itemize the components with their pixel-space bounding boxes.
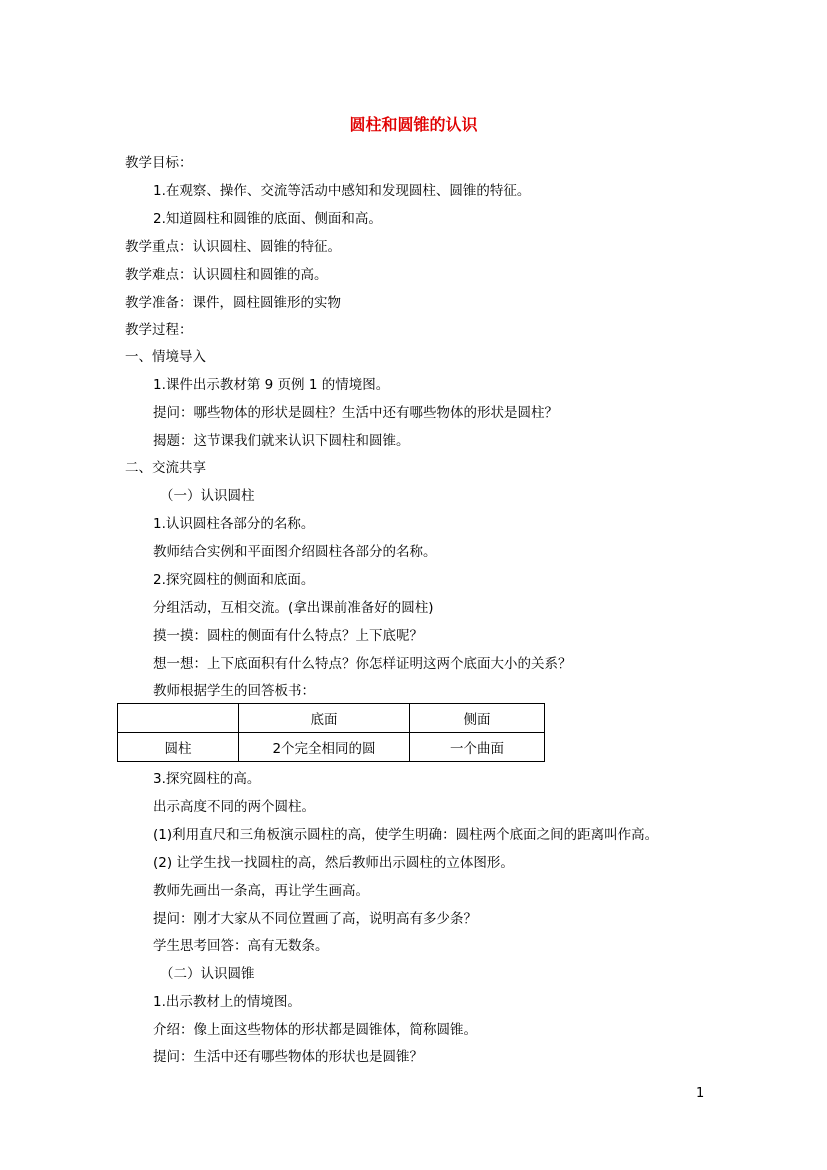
text-line: 1.课件出示教材第 9 页例 1 的情境图。 [153,377,390,393]
subsection-heading: （一）认识圆柱 [160,488,255,504]
board-table [117,703,545,762]
table-row [118,733,545,762]
text-line: 提问：生活中还有哪些物体的形状也是圆锥？ [153,1049,423,1065]
table-cell: 侧面 [410,704,545,733]
text-line: 教学重点：认识圆柱、圆锥的特征。 [125,239,341,255]
table-cell: 2个完全相同的圆 [239,733,410,762]
text-line: 1.认识圆柱各部分的名称。 [153,516,315,532]
table-cell: 圆柱 [118,733,239,762]
table-cell: 底面 [239,704,410,733]
table-row [118,704,545,733]
text-line: 出示高度不同的两个圆柱。 [153,799,315,815]
text-line: 教学过程： [125,322,193,338]
subsection-heading: （二）认识圆锥 [160,966,255,982]
text-line: 教学目标： [125,155,193,171]
text-line: (1)利用直尺和三角板演示圆柱的高，使学生明确：圆柱两个底面之间的距离叫作高。 [153,827,659,843]
text-line: 教学准备：课件，圆柱圆锥形的实物 [125,295,341,311]
text-line: 摸一摸：圆柱的侧面有什么特点？上下底呢？ [153,628,423,644]
section-heading: 一、情境导入 [125,349,206,365]
text-line: 介绍：像上面这些物体的形状都是圆锥体，简称圆锥。 [153,1022,477,1038]
text-line: 教学难点：认识圆柱和圆锥的高。 [125,267,328,283]
text-line: 提问：刚才大家从不同位置画了高，说明高有多少条？ [153,911,477,927]
text-line: 3.探究圆柱的高。 [153,771,261,787]
text-line: 提问：哪些物体的形状是圆柱？生活中还有哪些物体的形状是圆柱？ [153,405,558,421]
text-line: 教师先画出一条高，再让学生画高。 [153,883,369,899]
text-line: 分组活动，互相交流。(拿出课前准备好的圆柱) [153,600,434,616]
document-title: 圆柱和圆锥的认识 [349,115,478,134]
text-line: (2) 让学生找一找圆柱的高，然后教师出示圆柱的立体图形。 [153,855,514,871]
table-cell [118,704,239,733]
text-line: 1.在观察、操作、交流等活动中感知和发现圆柱、圆锥的特征。 [153,183,531,199]
text-line: 2.探究圆柱的侧面和底面。 [153,572,315,588]
page-number: 1 [696,1086,705,1101]
section-heading: 二、交流共享 [125,460,206,476]
text-line: 想一想：上下底面积有什么特点？你怎样证明这两个底面大小的关系？ [153,656,572,672]
text-line: 学生思考回答：高有无数条。 [153,938,329,954]
text-line: 教师根据学生的回答板书： [153,683,315,699]
text-line: 2.知道圆柱和圆锥的底面、侧面和高。 [153,211,382,227]
text-line: 1.出示教材上的情境图。 [153,994,301,1010]
text-line: 教师结合实例和平面图介绍圆柱各部分的名称。 [153,544,437,560]
table-cell: 一个曲面 [410,733,545,762]
text-line: 揭题：这节课我们就来认识下圆柱和圆锥。 [153,433,410,449]
